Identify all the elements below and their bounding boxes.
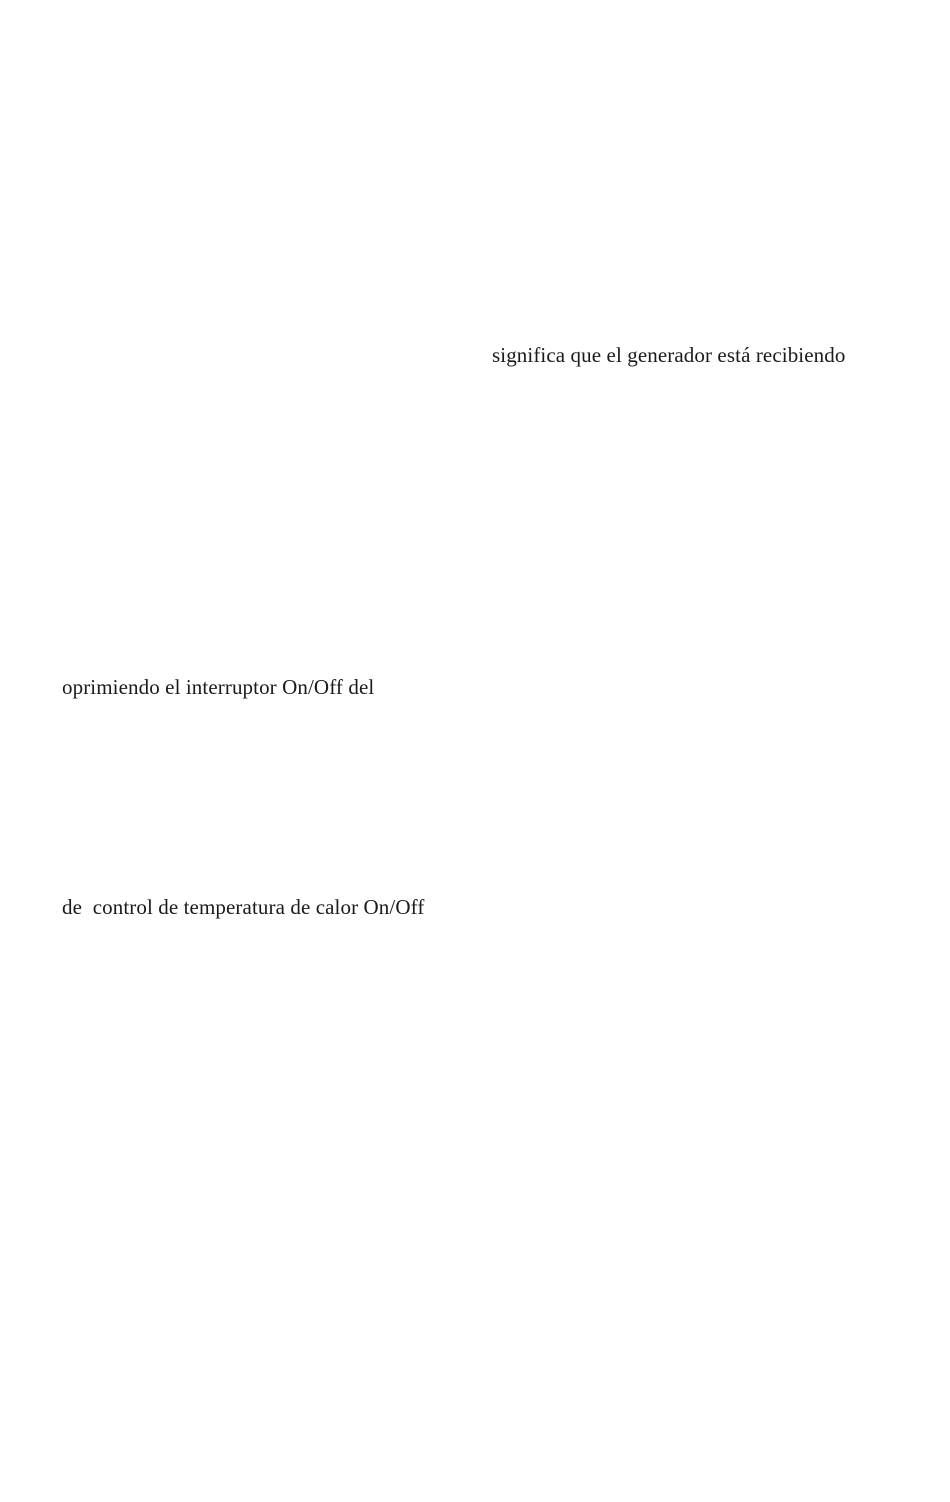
text-fragment-pressing-switch: oprimiendo el interruptor On/Off del <box>62 675 375 699</box>
text-fragment-generator-receiving: significa que el generador está recibiendo <box>492 343 846 367</box>
text-fragment-temperature-control: de control de temperatura de calor On/Off <box>62 895 425 919</box>
